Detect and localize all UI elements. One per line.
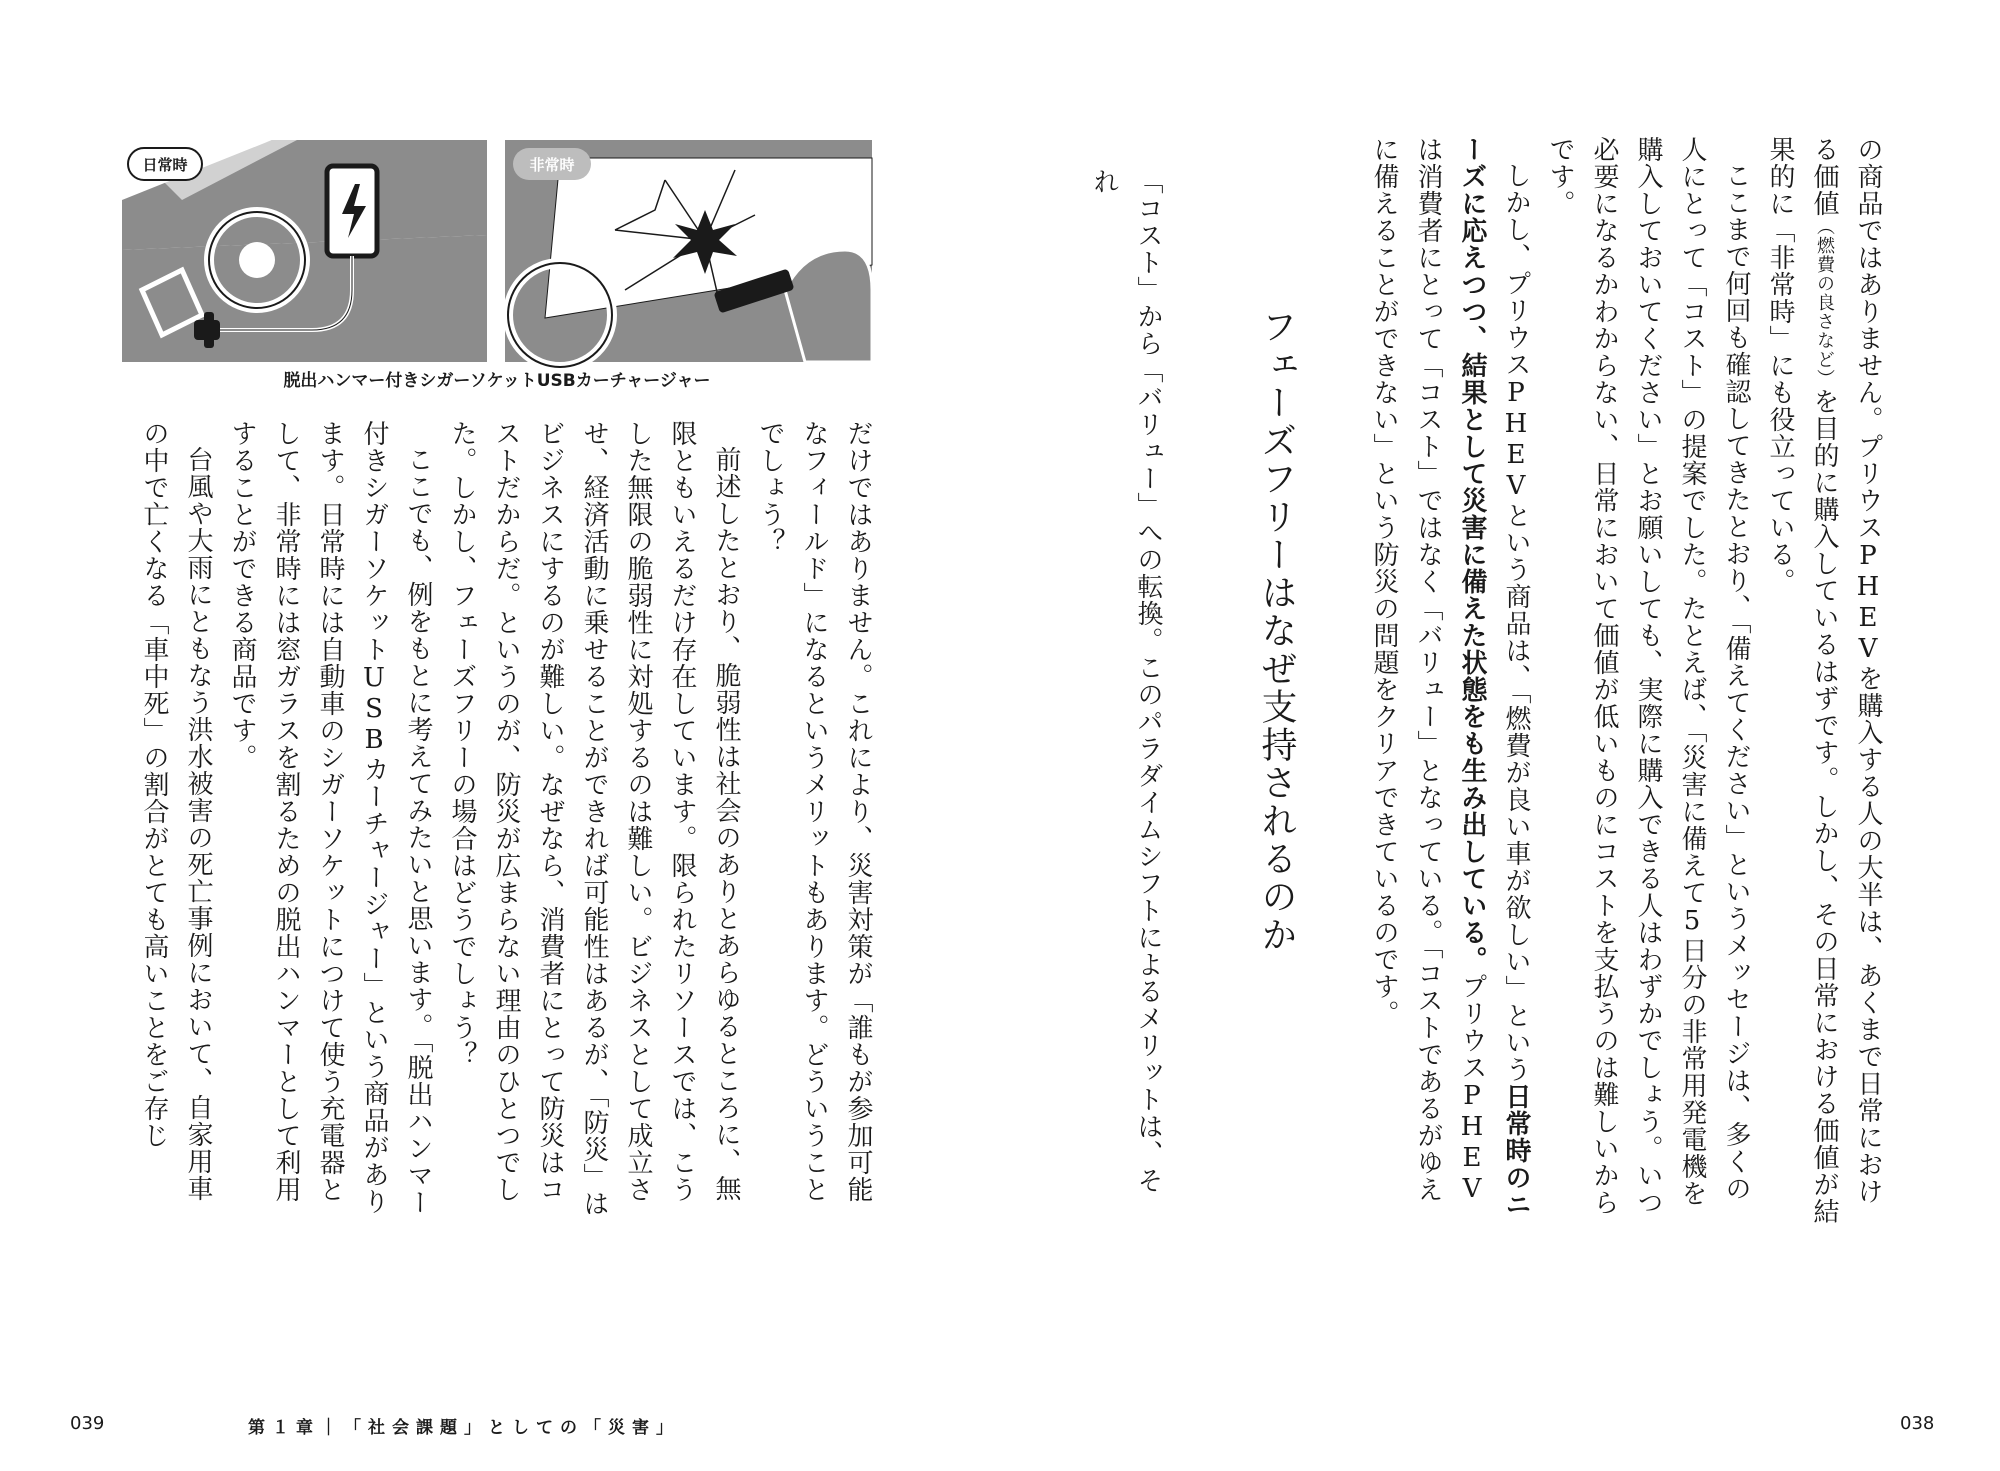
left-paragraph-4: 台風や大雨にともなう洪水被害の死亡事例において、自家用車の中で亡くなる「車中死」の割合がとても高いことをご存じ (139, 420, 213, 1202)
left-paragraph-3: ここでも、例をもとに考えてみたいと思います。「脱出ハンマー付きシガーソケットUSBカーチャージャー」という商品があります。日常時には自動車のシガーソケットにつけて使う充電器として、非常時には窓ガラスを割るための脱出ハンマーとして利用することができる商品です。 (227, 420, 433, 1216)
right-paragraph-1: の商品ではありません。プリウスPHEVを購入する人の大半は、あくまで日常における価値（燃費の良さなど）を目的に購入しているはずです。しかし、その日常における価値が結果的に「非常時」にも役立っている。 (1765, 136, 1883, 1225)
car-charger-illustration (122, 140, 872, 362)
fuel-efficiency-note: （燃費の良さなど） (1814, 217, 1835, 388)
emergency-panel (505, 140, 872, 367)
figure-caption: 脱出ハンマー付きシガーソケットUSBカーチャージャー (283, 371, 711, 391)
everyday-label: 日常時 (142, 156, 188, 174)
right-paragraph-2: ここまで何回も確認してきたとおり、「備えてください」というメッセージは、多くの人にとって「コスト」の提案でした。たとえば、「災害に備えて5日分の非常用発電機を購入しておいてください」とお願いしても、実際に購入できる人はわずかでしょう。いつ必要になるかわからない、日常において価値が低いものにコストを支払うのは難しいからです。 (1545, 136, 1751, 1216)
everyday-panel (122, 140, 487, 362)
running-header: 第１章｜「社会課題」としての「災害」 (248, 1418, 680, 1438)
right-page-body (1330, 136, 1890, 1226)
section-heading: フェーズフリーはなぜ支持されるのか (1256, 308, 1297, 954)
left-page-lead: 「コスト」から「バリュー」への転換。このパラダイムシフトによるメリットは、それ (1089, 168, 1163, 1194)
bold-emphasis: 日常時のニーズに応えつつ、結果として災害に備えた状態をも生み出している。 (1457, 136, 1531, 1218)
right-paragraph-3: しかし、プリウスPHEVという商品は、「燃費が良い車が欲しい」という日常時のニーズに応えつつ、結果として災害に備えた状態をも生み出している。プリウスPHEVは消費者にとって「コスト」ではなく「バリュー」となっている。「コストであるがゆえに備えることができない」という防災の問題をクリアできているのです。 (1369, 136, 1531, 1218)
emergency-label: 非常時 (529, 156, 575, 174)
left-paragraph-2: 前述したとおり、脆弱性は社会のありとあらゆるところに、無限ともいえるだけ存在しています。限られたリソースでは、こうした無限の脆弱性に対処するのは難しい。ビジネスとして成立させ、経済活動に乗せることができれば可能性はあるが、「防災」はビジネスにするのが難しい。なぜなら、消費者にとって防災はコストだからだ。というのが、防災が広まらない理由のひとつでした。しかし、フェーズフリーの場合はどうでしょう？ (447, 420, 741, 1217)
left-page-body (120, 420, 880, 1220)
left-paragraph-1: だけではありません。これにより、災害対策が「誰もが参加可能なフィールド」になるというメリットもあります。どういうことでしょう？ (755, 420, 873, 1203)
page-number-left: 039 (70, 1413, 105, 1434)
page-number-right: 038 (1900, 1413, 1935, 1434)
